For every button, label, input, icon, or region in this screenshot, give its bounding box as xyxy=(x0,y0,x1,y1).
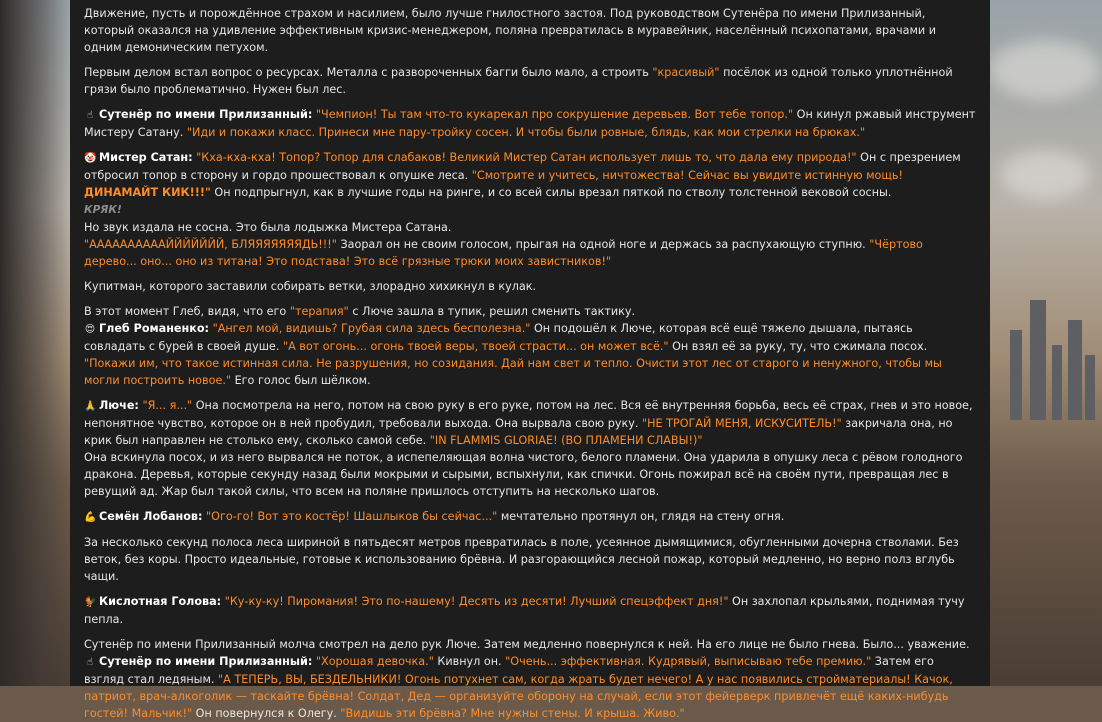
flex-icon: 💪 xyxy=(84,512,97,523)
paragraph-11: Сутенёр по имени Прилизанный молча смотрел на дело рук Люче. Затем медленно повернулся к ней. На его лице не было гнева. Было... уважение. xyxy=(84,638,970,651)
paragraph-6b: 😍 Глеб Романенко: "Ангел мой, видишь? Грубая сила здесь бесполезна." Он подошёл к Люче, которая всё ещё тяжело дышала, пытаясь совладать с бурей в своей душе. "А вот огонь... огонь твоей веры, твоей страсти... он может всё." Он взял её за руку, ту, что сжимала посох. "Покажи им, что такое истинная сила. Не разрушения, но созидания. Дай нам свет и тепло. Очисти этот лес от старого и ненужного, чтобы мы могли построить новое." Его голос был шёлком. xyxy=(84,322,942,387)
hand-icon: ☝ xyxy=(86,110,94,121)
paragraph-3: ☝ Сутенёр по имени Прилизанный: "Чемпион! Ты там что-то кукарекал про сокрушение деревьев. Вот тебе топор." Он кинул ржавый инструмент Мистеру Сатану. "Иди и покажи класс. Принеси мне пару-тройку сосен. И чтобы были ровные, блядь, как мои стрелки на брюках." xyxy=(84,108,976,139)
paragraph-7b: Она вскинула посох, и из него вырвался не поток, а испепеляющая волна чистого, белого пламени. Она ударила в опушку леса с рёвом голодного дракона. Деревья, которые секунду назад были мокрыми и сырыми, вспыхнули, как спички. Огонь пожирал всё на своём пути, превращая лес в ревущий ад. Жар был такой силы, что всем на поляне пришлось отступить на несколько шагов. xyxy=(84,451,963,498)
background-cloud xyxy=(990,40,1100,100)
paragraph-4b: Но звук издала не сосна. Это была лодыжка Мистера Сатана. xyxy=(84,221,452,234)
rooster-icon: 🐓 xyxy=(84,597,97,608)
paragraph-7: 🙏 Люче: "Я... я..." Она посмотрела на него, потом на свою руку в его руке, потом на лес. Вся её внутренняя борьба, весь её страх, гнев и это новое, непонятное чувство, которое он в ней пробудил, требовали выхода. Она вырвала свою руку. "НЕ ТРОГАЙ МЕНЯ, ИСКУСИТЕЛЬ!" закричала она, но крик был направлен не столько ему, сколько самой себе. "IN FLAMMIS GLORIAE! (ВО ПЛАМЕНИ СЛАВЫ!)" xyxy=(84,399,973,447)
background-tower xyxy=(1068,320,1082,420)
speaker-name: Сутенёр по имени Прилизанный: xyxy=(99,108,313,121)
speaker-name: Глеб Романенко: xyxy=(99,322,209,335)
paragraph-6: В этот момент Глеб, видя, что его "терапия" с Люче зашла в тупик, решил сменить тактику. xyxy=(84,305,636,318)
background-tower xyxy=(1030,300,1046,420)
hand-icon: ☝ xyxy=(86,657,94,668)
paragraph-11b: ☝ Сутенёр по имени Прилизанный: "Хорошая девочка." Кивнул он. "Очень... эффективная. Кудрявый, выписываю тебе премию." Затем его взгляд стал ледяным. "А ТЕПЕРЬ, ВЫ, БЕЗДЕЛЬНИКИ! Огонь потухнет сам, когда жрать будет нечего! А у нас появились стройматериалы! Качок, патриот, врач-алкоголик — таскайте брёвна! Солдат, Дед — организуйте оборону на случай, если этот фейерверк привлечёт ещё каких-нибудь гостей! Мальчик!" Он повернулся к Олегу. "Видишь эти брёвна? Мне нужны стены. И крыша. Живо." xyxy=(84,655,953,720)
pray-icon: 🙏 xyxy=(84,401,97,412)
speaker-name: Сутенёр по имени Прилизанный: xyxy=(99,655,313,668)
background-tower xyxy=(1052,345,1062,420)
sound-effect: КРЯК! xyxy=(84,204,122,216)
speaker-name: Люче: xyxy=(99,399,139,412)
background-tower xyxy=(1085,355,1095,420)
paragraph-9: За несколько секунд полоса леса шириной в пятьдесят метров превратилась в поле, усеянное дымящимися, обугленными дочерна стволами. Без веток, без коры. Просто идеальные, готовые к использованию брёвна. И разгорающийся лесной пожар, который медленно, но верно полз вглубь чащи. xyxy=(84,536,959,583)
background-cloud xyxy=(1000,150,1090,200)
paragraph-4: 🤡 Мистер Сатан: "Кха-кха-кха! Топор? Топор для слабаков! Великий Мистер Сатан использует лишь то, что дала ему природа!" Он с презрением отбросил топор в сторону и гордо прошествовал к опушке леса. "Смотрите и учитесь, ничтожества! Сейчас вы увидите истинную мощь! ДИНАМАЙТ КИК!!!" Он подпрыгнул, как в лучшие годы на ринге, и со всей силы врезал пяткой по стволу толстенной вековой сосны. xyxy=(84,151,961,199)
speaker-name: Кислотная Голова: xyxy=(99,595,222,608)
paragraph-4c: "ААААААААААЙЙЙЙЙЙЙ, БЛЯЯЯЯЯЯЯДЬ!!!" Заорал он не своим голосом, прыгая на одной ноге и держась за распухающую ступню. "Чёртово дерево... оно... оно из титана! Это подстава! Это всё грязные трюки моих завистников!" xyxy=(84,238,923,268)
paragraph-8: 💪 Семён Лобанов: "Ого-го! Вот это костёр! Шашлыков бы сейчас..." мечтательно протянул он, глядя на стену огня. xyxy=(84,508,976,526)
speaker-name: Мистер Сатан: xyxy=(99,151,193,164)
paragraph-10: 🐓 Кислотная Голова: "Ку-ку-ку! Пиромания! Это по-нашему! Десять из десяти! Лучший спецэффект дня!" Он захлопал крыльями, поднимая тучу пепла. xyxy=(84,595,965,626)
background-tower xyxy=(1010,330,1022,420)
speaker-name: Семён Лобанов: xyxy=(99,510,203,523)
paragraph-2: Первым делом встал вопрос о ресурсах. Металла с развороченных багги было мало, а строить "красивый" посёлок из одной только уплотнённой грязи было проблематично. Нужен был лес. xyxy=(84,66,953,96)
clown-icon: 🤡 xyxy=(84,153,97,164)
heart-eyes-icon: 😍 xyxy=(84,324,96,335)
paragraph-5: Купитман, которого заставили собирать ветки, злорадно хихикнул в кулак. xyxy=(84,280,537,293)
story-panel xyxy=(70,0,990,720)
background-left-edge xyxy=(0,0,70,686)
paragraph-1: Движение, пусть и порождённое страхом и насилием, было лучше гнилостного застоя. Под руководством Сутенёра по имени Прилизанный, который оказался на удивление эффективным кризис-менеджером, поляна превратилась в муравейник, населённый психопатами, врачами и одним демоническим петухом. xyxy=(84,7,936,54)
